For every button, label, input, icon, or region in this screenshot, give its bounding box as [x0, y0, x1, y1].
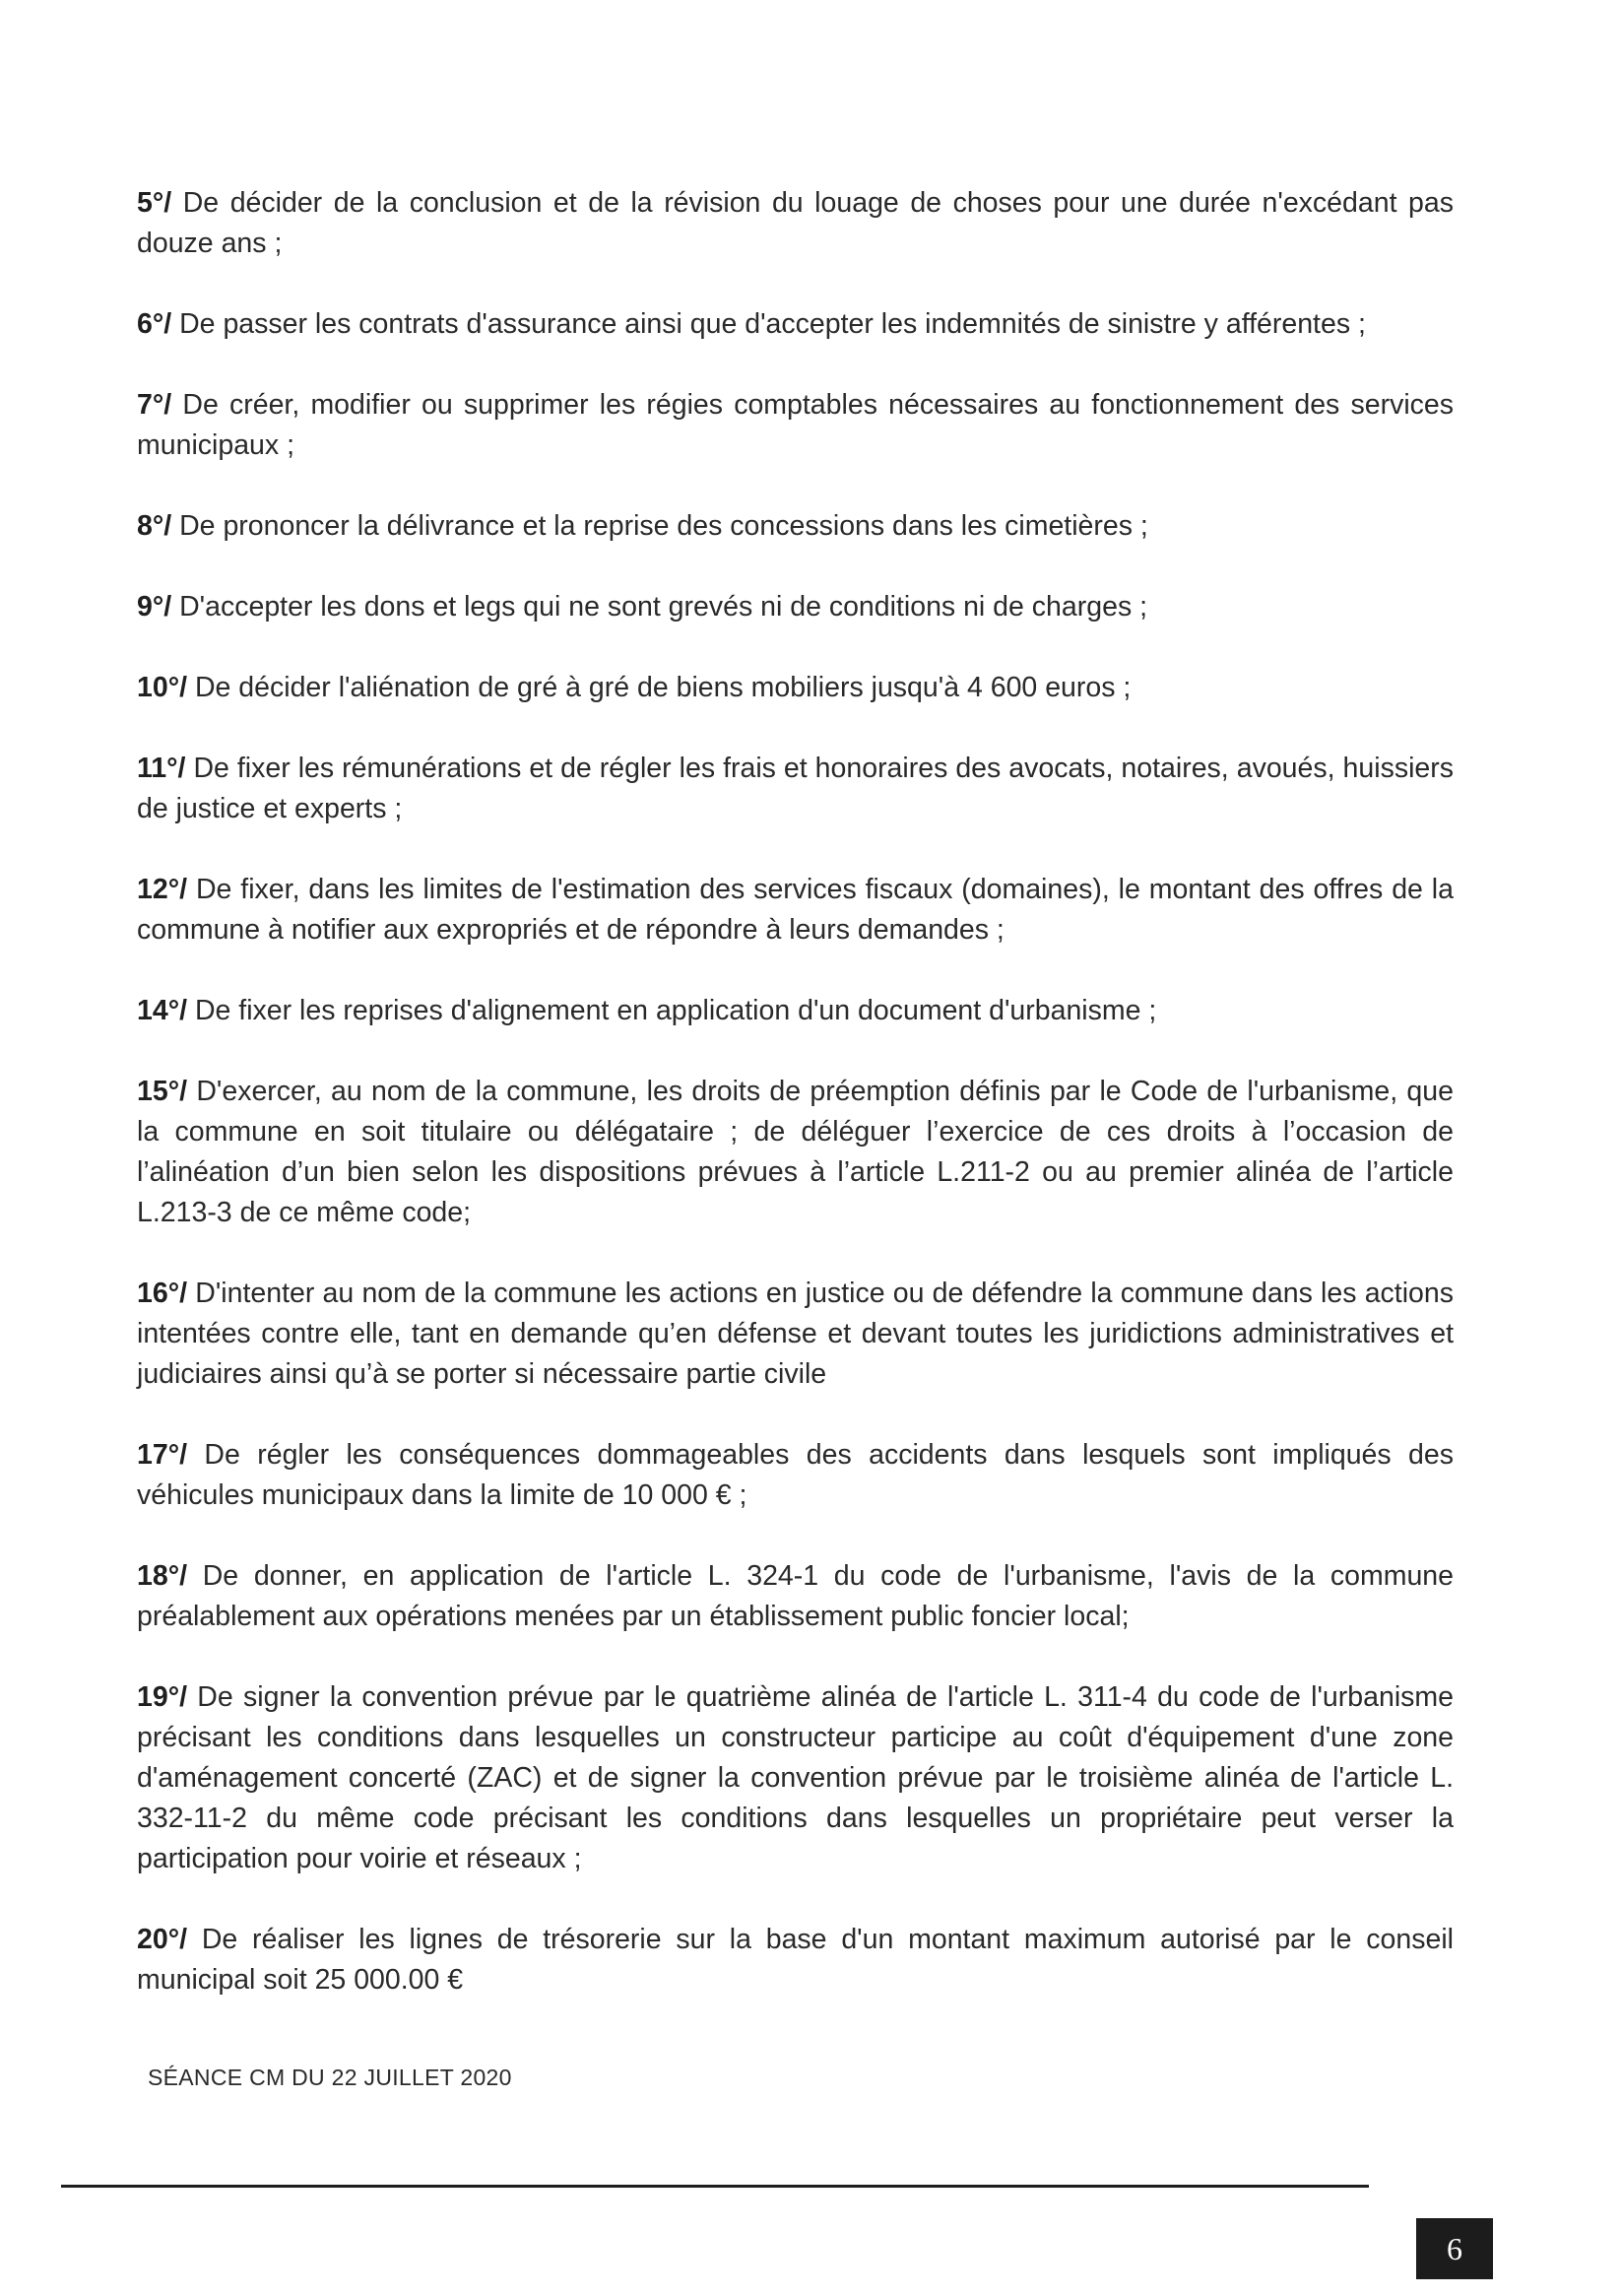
list-item: [137, 506, 1454, 547]
item-text: De passer les contrats d'assurance ainsi que d'accepter les indemnités de sinistre y afférentes ;: [171, 308, 1366, 340]
item-text: De décider de la conclusion et de la révision du louage de choses pour une durée n'excédant pas douze ans ;: [137, 187, 1454, 259]
item-text: De fixer les reprises d'alignement en application d'un document d'urbanisme ;: [187, 995, 1157, 1026]
list-item: [137, 749, 1454, 829]
list-item: [137, 1556, 1454, 1637]
list-item: [137, 1274, 1454, 1395]
item-text: De prononcer la délivrance et la reprise des concessions dans les cimetières ;: [171, 510, 1148, 542]
item-number: 12°/: [137, 874, 188, 905]
item-text: De régler les conséquences dommageables des accidents dans lesquels sont impliqués des véhicules municipaux dans la limite de 10 000 € ;: [137, 1439, 1454, 1511]
list-item: [137, 1435, 1454, 1516]
item-number: 10°/: [137, 672, 188, 703]
page-number-badge: 6: [1416, 2218, 1493, 2279]
item-number: 9°/: [137, 591, 172, 623]
list-item: [137, 183, 1454, 264]
item-number: 15°/: [137, 1076, 188, 1107]
list-item: [137, 1920, 1454, 2001]
item-text: D'accepter les dons et legs qui ne sont grevés ni de conditions ni de charges ;: [171, 591, 1148, 623]
item-number: 17°/: [137, 1439, 188, 1471]
list-item: [137, 1677, 1454, 1879]
item-text: De fixer les rémunérations et de régler les frais et honoraires des avocats, notaires, avoués, huissiers de justice et experts ;: [137, 753, 1454, 824]
footer-divider: [61, 2185, 1369, 2188]
item-number: 8°/: [137, 510, 172, 542]
item-number: 6°/: [137, 308, 172, 340]
list-item: [137, 668, 1454, 708]
delegation-list: [137, 183, 1454, 2041]
item-text: De fixer, dans les limites de l'estimation des services fiscaux (domaines), le montant des offres de la commune à notifier aux expropriés et de répondre à leurs demandes ;: [137, 874, 1454, 946]
item-text: D'intenter au nom de la commune les actions en justice ou de défendre la commune dans les actions intentées contre elle, tant en demande qu’en défense et devant toutes les juridictions administratives et judiciaires ainsi qu’à se porter si nécessaire partie civile: [137, 1278, 1454, 1390]
item-text: De signer la convention prévue par le quatrième alinéa de l'article L. 311-4 du code de l'urbanisme précisant les conditions dans lesquelles un constructeur participe au coût d'équipement d'une zone d'aménagement concerté (ZAC) et de signer la convention prévue par le troisième alinéa de l'article L. 332-11-2 du même code précisant les conditions dans lesquelles un propriétaire peut verser la participation pour voirie et réseaux ;: [137, 1681, 1454, 1874]
item-number: 7°/: [137, 389, 172, 421]
item-number: 5°/: [137, 187, 172, 219]
item-text: De donner, en application de l'article L. 324-1 du code de l'urbanisme, l'avis de la commune préalablement aux opérations menées par un établissement public foncier local;: [137, 1560, 1454, 1632]
item-text: De créer, modifier ou supprimer les régies comptables nécessaires au fonctionnement des services municipaux ;: [137, 389, 1454, 461]
item-number: 19°/: [137, 1681, 188, 1713]
item-text: D'exercer, au nom de la commune, les droits de préemption définis par le Code de l'urbanisme, que la commune en soit titulaire ou délégataire ; de déléguer l’exercice de ces droits à l’occasion de l’alinéation d’un bien selon les dispositions prévues à l’article L.211-2 ou au premier alinéa de l’article L.213-3 de ce même code;: [137, 1076, 1454, 1228]
item-number: 18°/: [137, 1560, 188, 1592]
item-number: 14°/: [137, 995, 188, 1026]
item-text: De réaliser les lignes de trésorerie sur la base d'un montant maximum autorisé par le conseil municipal soit 25 000.00 €: [137, 1924, 1454, 1996]
list-item: [137, 870, 1454, 951]
list-item: [137, 1072, 1454, 1233]
item-number: 11°/: [137, 753, 186, 784]
list-item: [137, 587, 1454, 627]
item-text: De décider l'aliénation de gré à gré de biens mobiliers jusqu'à 4 600 euros ;: [187, 672, 1132, 703]
item-number: 16°/: [137, 1278, 188, 1309]
item-number: 20°/: [137, 1924, 188, 1955]
list-item: [137, 991, 1454, 1031]
list-item: [137, 304, 1454, 345]
list-item: [137, 385, 1454, 466]
session-footer: SÉANCE CM DU 22 JUILLET 2020: [148, 2065, 512, 2090]
